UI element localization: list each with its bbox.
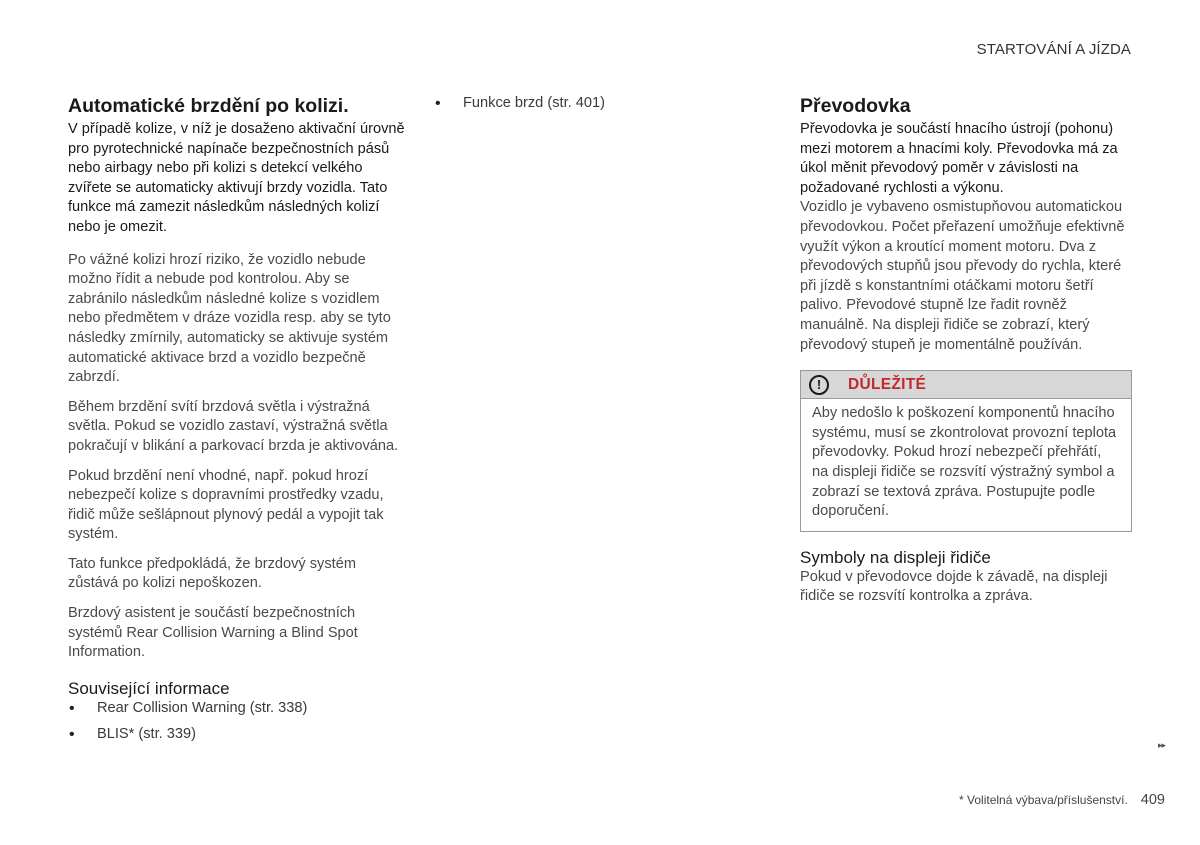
- related-link[interactable]: • Rear Collision Warning (str. 338): [68, 699, 406, 719]
- lead-paragraph: V případě kolize, v níž je dosaženo aktivační úrovně pro pyrotechnické napínače bezpečnostních pásů nebo airbagy nebo při kolizi s detekcí velkého zvířete se automaticky aktivují brzdy vozidla. Tato funkce má zamezit následkům následných kolizí nebo je omezit.: [68, 121, 405, 235]
- related-info-list: [68, 699, 406, 745]
- body-paragraph: Tato funkce předpokládá, že brzdový systém zůstává po kolizi nepoškozen.: [68, 555, 356, 592]
- lead-paragraph: Převodovka je součástí hnacího ústrojí (pohonu) mezi motorem a hnacími koly. Převodovka má za úkol měnit převodový poměr v závislosti na požadované rychlosti a výkonu.: [800, 121, 1118, 196]
- column-transmission: [800, 94, 1132, 607]
- footnote: * Volitelná výbava/příslušenství.: [959, 793, 1128, 807]
- body-paragraph: Po vážné kolizi hrozí riziko, že vozidlo nebude možno řídit a nebude pod kontrolou. Aby se zabránilo následkům následné kolize s vozidlem nebo předmětem v dráze vozidla resp. aby se tyto následky zmírnily, automaticky se aktivuje systém automatické aktivace brzd a vozidlo bezpečně zabrzdí.: [68, 251, 391, 386]
- related-info-list: [434, 94, 744, 114]
- body-paragraph: Během brzdění svítí brzdová světla i výstražná světla. Pokud se vozidlo zastaví, výstražná světla pokračují v blikání a parkovací brzda je aktivována.: [68, 398, 399, 454]
- important-notice-box: [800, 370, 1132, 532]
- important-notice-header: [801, 371, 1131, 399]
- important-notice-title: DŮLEŽITÉ: [848, 375, 927, 393]
- column-collision-braking: [68, 94, 406, 752]
- page-footer: [959, 791, 1165, 811]
- continue-arrows-icon: ▸▸: [1157, 740, 1165, 750]
- important-notice-text: Aby nedošlo k poškození komponentů hnacího systému, musí se zkontrolovat provozní teplota převodovky. Pokud hrozí nebezpečí přehřátí, na displeji řidiče se rozsvítí výstražný symbol a zobrazí se textová zpráva. Postupujte podle doporučení.: [812, 405, 1117, 520]
- exclamation-icon: !: [809, 375, 829, 395]
- page-number: 409: [1140, 792, 1165, 808]
- subsection-title: Symboly na displeji řidiče: [800, 547, 991, 567]
- body-paragraph: Vozidlo je vybaveno osmistupňovou automatickou převodovkou. Počet přeřazení umožňuje efektivně využít výkon a kroutící moment motoru. Dva z převodových stupňů jsou převody do rychla, které při jízdě s konstantními otáčkami motoru šetří palivo. Převodové stupně lze řadit rovněž manuálně. Na displeji řidiče se zobrazí, který převodový stupeň je momentálně používán.: [800, 199, 1125, 353]
- body-paragraph: Pokud brzdění není vhodné, např. pokud hrozí nebezpečí kolize s dopravními prostředky vzadu, řidič může sešlápnout plynový pedál a vypojit tak systém.: [68, 467, 384, 543]
- column-related-continued: [434, 94, 744, 121]
- body-paragraph: Brzdový asistent je součástí bezpečnostních systémů Rear Collision Warning a Blind Spot Information.: [68, 605, 358, 661]
- section-header: STARTOVÁNÍ A JÍZDA: [976, 41, 1131, 58]
- section-title: Automatické brzdění po kolizi.: [68, 95, 349, 117]
- related-link[interactable]: • Funkce brzd (str. 401): [434, 94, 744, 114]
- body-paragraph: Pokud v převodovce dojde k závadě, na displeji řidiče se rozsvítí kontrolka a zpráva.: [800, 568, 1108, 605]
- section-title: Převodovka: [800, 95, 911, 117]
- related-link[interactable]: • BLIS* (str. 339): [68, 725, 406, 745]
- related-info-heading: Související informace: [68, 678, 230, 698]
